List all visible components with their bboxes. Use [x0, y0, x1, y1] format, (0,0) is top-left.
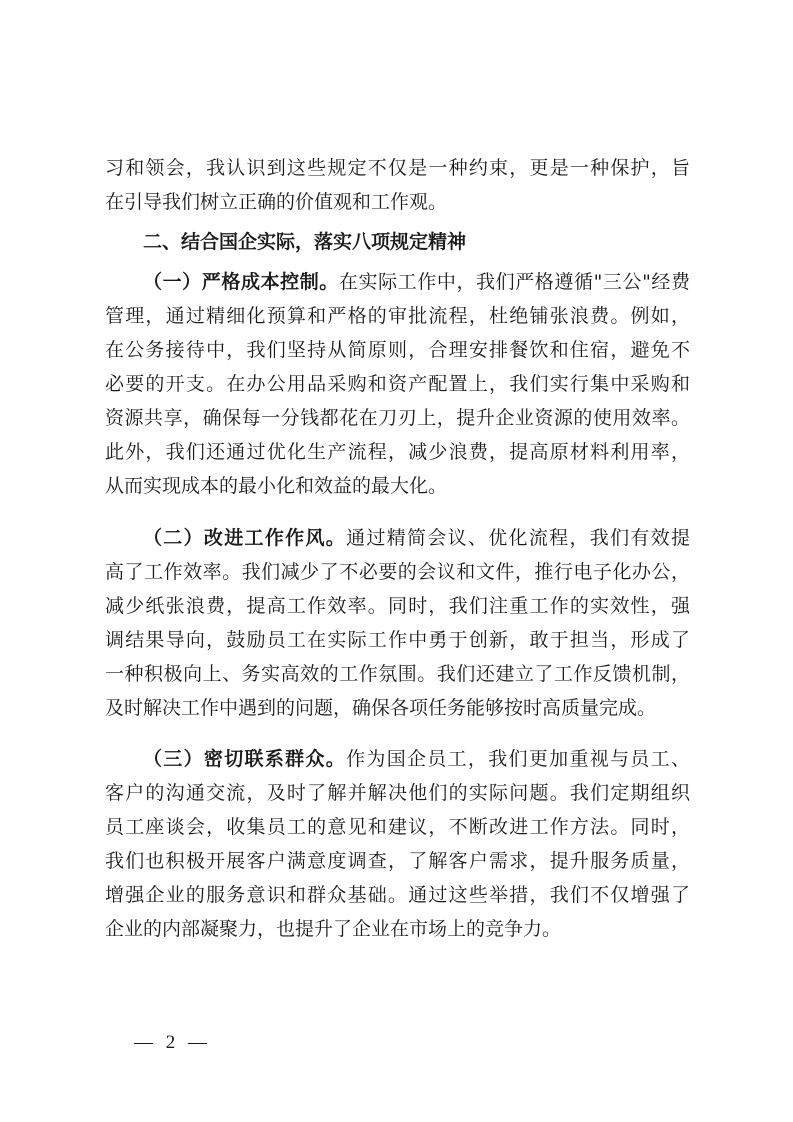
paragraph-line: 管理，通过精细化预算和严格的审批流程，杜绝铺张浪费。例如，	[105, 305, 690, 327]
paragraph-first-line	[143, 521, 690, 555]
paragraph-first-line	[143, 265, 690, 299]
paragraph-text: 通过精简会议、优化流程，我们有效提	[346, 527, 690, 549]
paragraph-line: 从而实现成本的最小化和效益的最大化。	[105, 475, 448, 497]
paragraph-line: 企业的内部凝聚力，也提升了企业在市场上的竞争力。	[105, 918, 562, 940]
section-heading: 二、结合国企实际，落实八项规定精神	[143, 231, 467, 253]
paragraph-line: 及时解决工作中遇到的问题，确保各项任务能够按时高质量完成。	[105, 697, 657, 719]
subsection-title: （三）密切联系群众。	[143, 748, 347, 770]
paragraph-line: 一种积极向上、务实高效的工作氛围。我们还建立了工作反馈机制，	[105, 663, 690, 685]
page-number: — 2 —	[134, 1032, 211, 1053]
paragraph-line: 减少纸张浪费，提高工作效率。同时，我们注重工作的实效性，强	[105, 595, 690, 617]
paragraph-line: 此外，我们还通过优化生产流程，减少浪费，提高原材料利用率，	[105, 441, 690, 463]
paragraph-line: 在引导我们树立正确的价值观和工作观。	[105, 191, 448, 213]
paragraph-line: 高了工作效率。我们减少了不必要的会议和文件，推行电子化办公，	[105, 561, 690, 583]
paragraph-text: 在实际工作中，我们严格遵循"三公"经费	[338, 271, 690, 293]
paragraph-line: 必要的开支。在办公用品采购和资产配置上，我们实行集中采购和	[105, 373, 690, 395]
paragraph-line: 增强企业的服务意识和群众基础。通过这些举措，我们不仅增强了	[105, 884, 690, 906]
paragraph-line: 在公务接待中，我们坚持从简原则，合理安排餐饮和住宿，避免不	[105, 339, 690, 361]
paragraph-line: 员工座谈会，收集员工的意见和建议，不断改进工作方法。同时，	[105, 816, 690, 838]
paragraph-line: 资源共享，确保每一分钱都花在刀刃上，提升企业资源的使用效率。	[105, 407, 690, 429]
paragraph-line: 调结果导向，鼓励员工在实际工作中勇于创新，敢于担当，形成了	[105, 629, 690, 651]
paragraph-line: 客户的沟通交流，及时了解并解决他们的实际问题。我们定期组织	[105, 782, 690, 804]
paragraph-line: 习和领会，我认识到这些规定不仅是一种约束，更是一种保护，旨	[105, 157, 690, 179]
paragraph-text: 作为国企员工，我们更加重视与员工、	[346, 748, 690, 770]
subsection-title: （二）改进工作作风。	[143, 527, 347, 549]
paragraph-first-line	[143, 742, 690, 776]
paragraph-line: 我们也积极开展客户满意度调查，了解客户需求，提升服务质量，	[105, 850, 690, 872]
subsection-title: （一）严格成本控制。	[143, 271, 339, 293]
